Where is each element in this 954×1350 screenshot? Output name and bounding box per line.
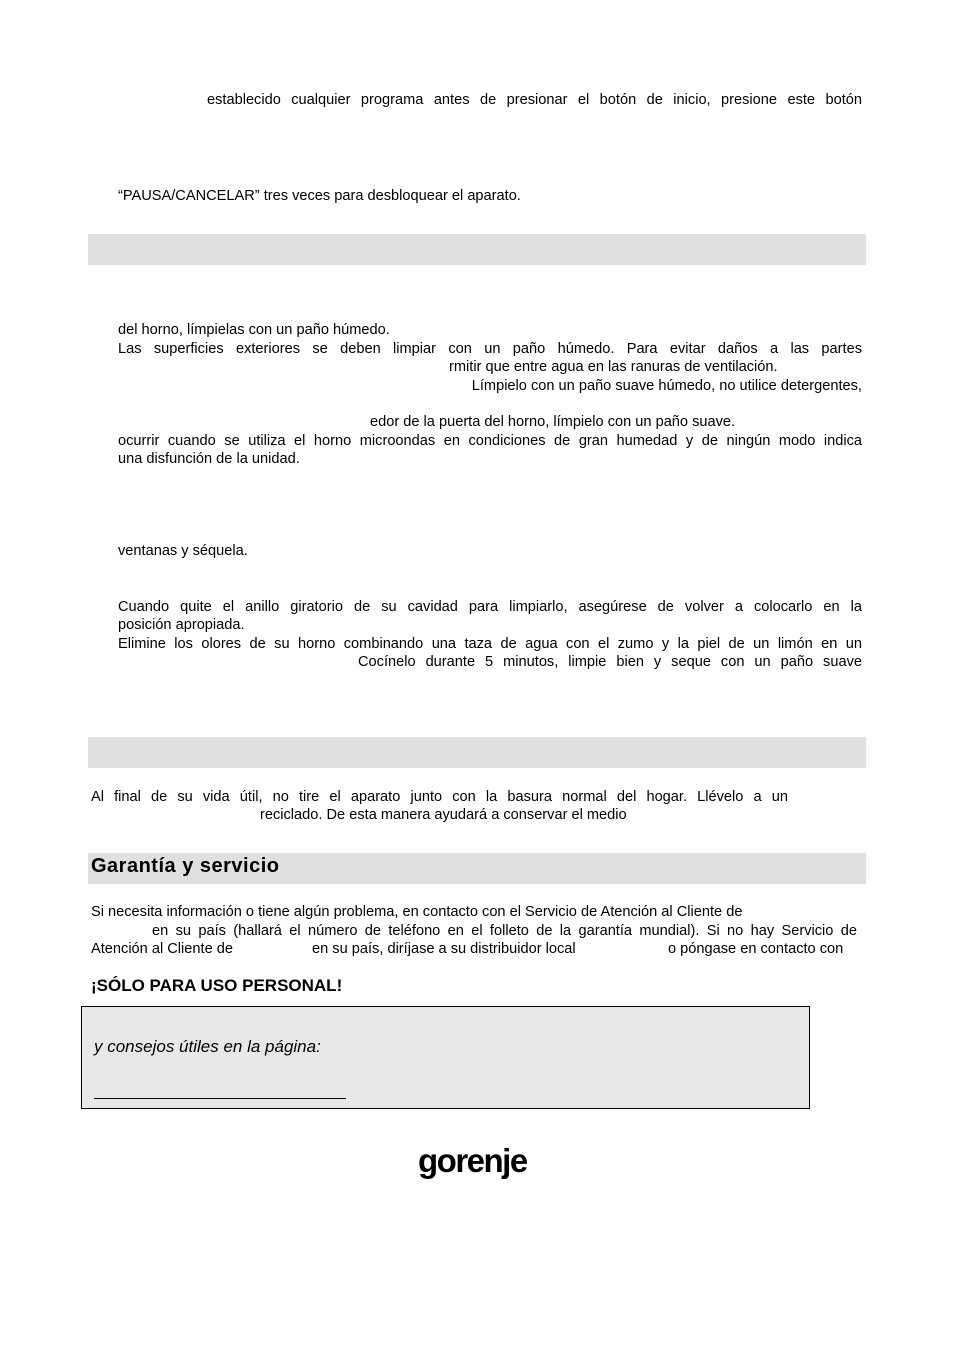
info-box bbox=[81, 1006, 810, 1109]
disposal-section-band bbox=[88, 737, 866, 768]
warranty-line-3c: o póngase en contacto con bbox=[668, 941, 844, 957]
cleaning-section-band bbox=[88, 234, 866, 265]
gorenje-logo-mark bbox=[418, 1141, 540, 1183]
disposal-line-2: reciclado. De esta manera ayudará a conservar el medio bbox=[260, 807, 627, 823]
pause-text-line-1: establecido cualquier programa antes de presionar el botón de inicio, presione este botón bbox=[207, 92, 862, 108]
cleaning-line-6: ocurrir cuando se utiliza el horno microondas en condiciones de gran humedad y de ningún modo indica bbox=[118, 433, 862, 449]
cleaning-line-11: Elimine los olores de su horno combinando una taza de agua con el zumo y la piel de un limón en un bbox=[118, 636, 862, 652]
disposal-line-1: Al final de su vida útil, no tire el aparato junto con la basura normal del hogar. Llévelo a un bbox=[91, 789, 788, 805]
warranty-line-3b: en su país, diríjase a su distribuidor local bbox=[312, 941, 576, 957]
warranty-line-1: Si necesita información o tiene algún problema, en contacto con el Servicio de Atención al Cliente de bbox=[91, 904, 743, 920]
info-box-text: y consejos útiles en la página: bbox=[94, 1037, 321, 1056]
warranty-section-title: Garantía y servicio bbox=[91, 855, 280, 877]
cleaning-line-3: rmitir que entre agua en las ranuras de ventilación. bbox=[449, 359, 778, 375]
pause-text-line-2: “PAUSA/CANCELAR” tres veces para desbloquear el aparato. bbox=[118, 188, 521, 204]
gorenje-logo bbox=[418, 1141, 540, 1187]
cleaning-line-1: del horno, límpielas con un paño húmedo. bbox=[118, 322, 390, 338]
cleaning-line-2: Las superficies exteriores se deben limpiar con un paño húmedo. Para evitar daños a las partes bbox=[118, 341, 862, 357]
warranty-line-3a: Atención al Cliente de bbox=[91, 941, 233, 957]
cleaning-line-12: Cocínelo durante 5 minutos, limpie bien y seque con un paño suave bbox=[358, 654, 862, 670]
cleaning-line-5: edor de la puerta del horno, límpielo con un paño suave. bbox=[370, 414, 736, 430]
warranty-line-2: en su país (hallará el número de teléfono en el folleto de la garantía mundial). Si no hay Servicio de bbox=[152, 923, 857, 939]
info-box-underline bbox=[94, 1098, 346, 1099]
cleaning-line-7: una disfunción de la unidad. bbox=[118, 451, 300, 467]
cleaning-line-9: Cuando quite el anillo giratorio de su cavidad para limpiarlo, asegúrese de volver a colocarlo en la bbox=[118, 599, 862, 615]
cleaning-line-8: ventanas y séquela. bbox=[118, 543, 248, 559]
cleaning-line-10: posición apropiada. bbox=[118, 617, 245, 633]
cleaning-line-4: Límpielo con un paño suave húmedo, no utilice detergentes, bbox=[471, 378, 862, 394]
personal-use-heading: ¡SÓLO PARA USO PERSONAL! bbox=[91, 976, 343, 995]
svg-text:gorenje: gorenje bbox=[418, 1142, 527, 1179]
